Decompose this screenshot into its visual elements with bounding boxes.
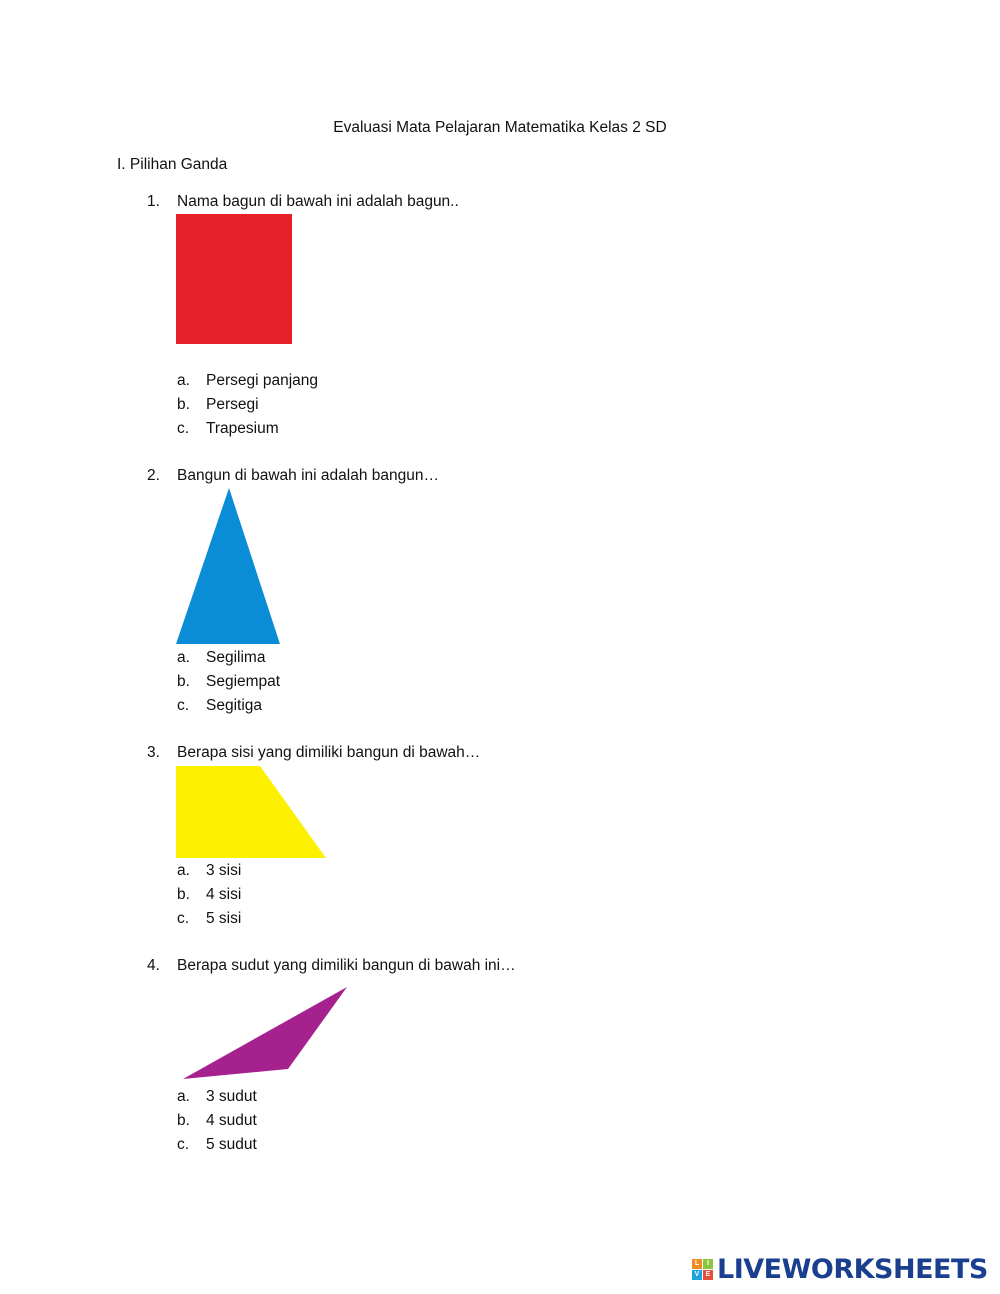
logo-blocks-icon: L I V E: [692, 1259, 713, 1280]
blue-triangle-shape: [176, 488, 282, 646]
option-3a[interactable]: a. 3 sisi: [177, 862, 242, 879]
option-3c[interactable]: c. 5 sisi: [177, 910, 242, 927]
section-heading: I. Pilihan Ganda: [117, 156, 228, 173]
option-2c[interactable]: c. Segitiga: [177, 697, 263, 714]
option-4c[interactable]: c. 5 sudut: [177, 1136, 257, 1153]
option-1a[interactable]: a. Persegi panjang: [177, 372, 319, 389]
option-4b[interactable]: b. 4 sudut: [177, 1112, 257, 1129]
question-text: Nama bagun di bawah ini adalah bagun..: [177, 193, 459, 210]
question-text: Berapa sisi yang dimiliki bangun di bawah…: [177, 744, 481, 761]
option-1c[interactable]: c. Trapesium: [177, 420, 279, 437]
question-1: [147, 193, 459, 211]
liveworksheets-logo[interactable]: [692, 1252, 988, 1286]
question-2: [147, 467, 439, 485]
question-text: Bangun di bawah ini adalah bangun…: [177, 467, 439, 484]
option-2b[interactable]: b. Segiempat: [177, 673, 281, 690]
option-4a[interactable]: a. 3 sudut: [177, 1088, 257, 1105]
option-1b[interactable]: b. Persegi: [177, 396, 259, 413]
question-number: 1.: [147, 193, 160, 210]
logo-text: LIVEWORKSHEETS: [717, 1253, 988, 1285]
option-2a[interactable]: a. Segilima: [177, 649, 266, 666]
question-text: Berapa sudut yang dimiliki bangun di bawah ini…: [177, 957, 516, 974]
question-number: 4.: [147, 957, 160, 974]
purple-triangle-shape: [182, 986, 350, 1082]
question-number: 2.: [147, 467, 160, 484]
page-title: Evaluasi Mata Pelajaran Matematika Kelas 2 SD: [333, 119, 667, 136]
question-4: [147, 957, 516, 975]
red-square-shape: [176, 214, 294, 346]
question-3: [147, 744, 480, 762]
option-3b[interactable]: b. 4 sisi: [177, 886, 242, 903]
question-number: 3.: [147, 744, 160, 761]
yellow-trapezoid-shape: [176, 766, 328, 860]
